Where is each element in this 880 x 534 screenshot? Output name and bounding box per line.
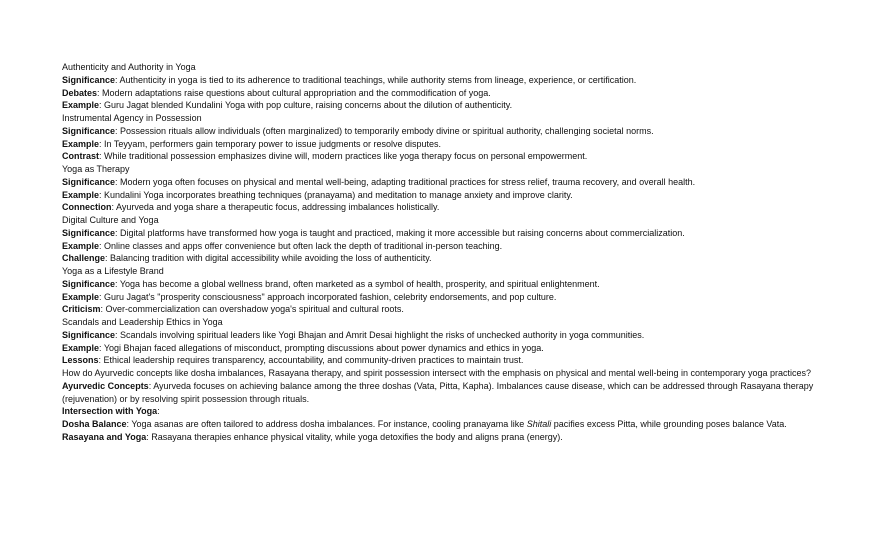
intersection-heading [62,405,822,418]
section-item [62,189,822,202]
item-label: Significance [62,176,116,187]
item-label: Example [62,100,100,111]
rasayana-paragraph [62,431,822,444]
paragraph-text: : Ayurveda focuses on achieving balance among the three doshas (Vata, Pitta, Kapha). Imbalances cause disease, which can be addressed through Rasayana therapy (rejuvenation) or by resolving spirit possession through rituals. [62,380,814,404]
section-item [62,227,822,240]
section-item [62,240,822,253]
question: How do Ayurvedic concepts like dosha imbalances, Rasayana therapy, and spirit possession intersect with the emphasis on physical and mental well-being in contemporary yoga practices? [62,368,812,378]
section-item [62,303,822,316]
section-title: Yoga as Therapy [62,164,130,174]
item-text: : Modern yoga often focuses on physical and mental well-being, adapting traditional practices for stress relief, trauma recovery, and overall health. [115,176,696,187]
item-label: Example [62,342,100,353]
section-item [62,176,822,189]
item-label: Significance [62,227,116,238]
item-text: : Over-commercialization can overshadow yoga's spiritual and cultural roots. [100,304,404,315]
item-text: : Digital platforms have transformed how yoga is taught and practiced, making it more accessible but raising concerns about commercialization. [115,227,685,238]
item-text: : Online classes and apps offer convenience but often lack the depth of traditional in-person teaching. [99,240,503,251]
section-item [62,201,822,214]
item-label: Contrast [62,151,100,162]
italic-term: Shitali [526,419,552,429]
item-text: : Balancing tradition with digital accessibility while avoiding the loss of authenticity. [105,253,432,264]
paragraph-label: Intersection with Yoga [62,406,158,417]
section-item [62,87,822,100]
section-title: Authenticity and Authority in Yoga [62,62,196,72]
item-text: : Possession rituals allow individuals (often marginalized) to temporarily embody divine or spiritual authority, challenging societal norms. [115,125,654,136]
section-title: Yoga as a Lifestyle Brand [62,266,164,276]
section-item [62,291,822,304]
paragraph-label: Rasayana and Yoga [62,431,147,442]
item-label: Connection [62,202,112,213]
item-label: Criticism [62,304,101,315]
item-label: Significance [62,74,116,85]
section-item [62,138,822,151]
section-item [62,150,822,163]
item-label: Debates [62,87,98,98]
item-label: Challenge [62,253,106,264]
ayurvedic-concepts-paragraph [62,380,822,406]
item-text: : While traditional possession emphasizes divine will, modern practices like yoga therapy focus on personal empowerment. [99,151,588,162]
section-item [62,99,822,112]
paragraph-label: Dosha Balance [62,419,127,429]
item-text: : Ethical leadership requires transparency, accountability, and community-driven practices to maintain trust. [98,355,524,366]
item-text: : Guru Jagat's "prosperity consciousness" approach incorporated fashion, celebrity endorsements, and pop culture. [99,291,557,302]
item-text: : Modern adaptations raise questions about cultural appropriation and the commodification of yoga. [97,87,491,98]
paragraph-text: pacifies excess Pitta, while grounding poses balance Vata. [551,419,787,429]
item-text: : Ayurveda and yoga share a therapeutic focus, addressing imbalances holistically. [111,202,440,213]
section-item [62,125,822,138]
sections [62,61,822,367]
colon: : [157,406,160,417]
item-label: Example [62,189,100,200]
section-item [62,252,822,265]
item-text: : Kundalini Yoga incorporates breathing techniques (pranayama) and meditation to manage anxiety and improve clarity. [99,189,573,200]
paragraph-label: Ayurvedic Concepts [62,380,149,391]
item-label: Example [62,291,100,302]
item-text: : Scandals involving spiritual leaders like Yogi Bhajan and Amrit Desai highlight the risks of unchecked authority in yoga communities. [115,329,645,340]
dosha-balance-paragraph [62,418,822,431]
section-item [62,329,822,342]
section-title: Scandals and Leadership Ethics in Yoga [62,317,223,327]
item-label: Example [62,240,100,251]
section-item [62,278,822,291]
section-item [62,354,822,367]
item-label: Lessons [62,355,99,366]
section-item [62,74,822,87]
item-label: Significance [62,278,116,289]
section-title: Digital Culture and Yoga [62,215,159,225]
item-text: : In Teyyam, performers gain temporary power to issue judgments or resolve disputes. [99,138,442,149]
item-text: : Yogi Bhajan faced allegations of misconduct, prompting discussions about power dynamics and ethics in yoga. [99,342,544,353]
paragraph-text: : Yoga asanas are often tailored to address dosha imbalances. For instance, cooling pranayama like [126,419,527,429]
section-title: Instrumental Agency in Possession [62,113,202,123]
paragraph-text: : Rasayana therapies enhance physical vitality, while yoga detoxifies the body and aligns prana (energy). [146,431,563,442]
document-body [62,61,822,444]
item-label: Significance [62,125,116,136]
item-label: Example [62,138,100,149]
item-text: : Authenticity in yoga is tied to its adherence to traditional teachings, while authority stems from lineage, experience, or certification. [115,74,637,85]
item-text: : Guru Jagat blended Kundalini Yoga with pop culture, raising concerns about the dilution of authenticity. [99,100,513,111]
section-item [62,342,822,355]
item-label: Significance [62,329,116,340]
item-text: : Yoga has become a global wellness brand, often marketed as a symbol of health, prosperity, and spiritual enlightenment. [115,278,600,289]
